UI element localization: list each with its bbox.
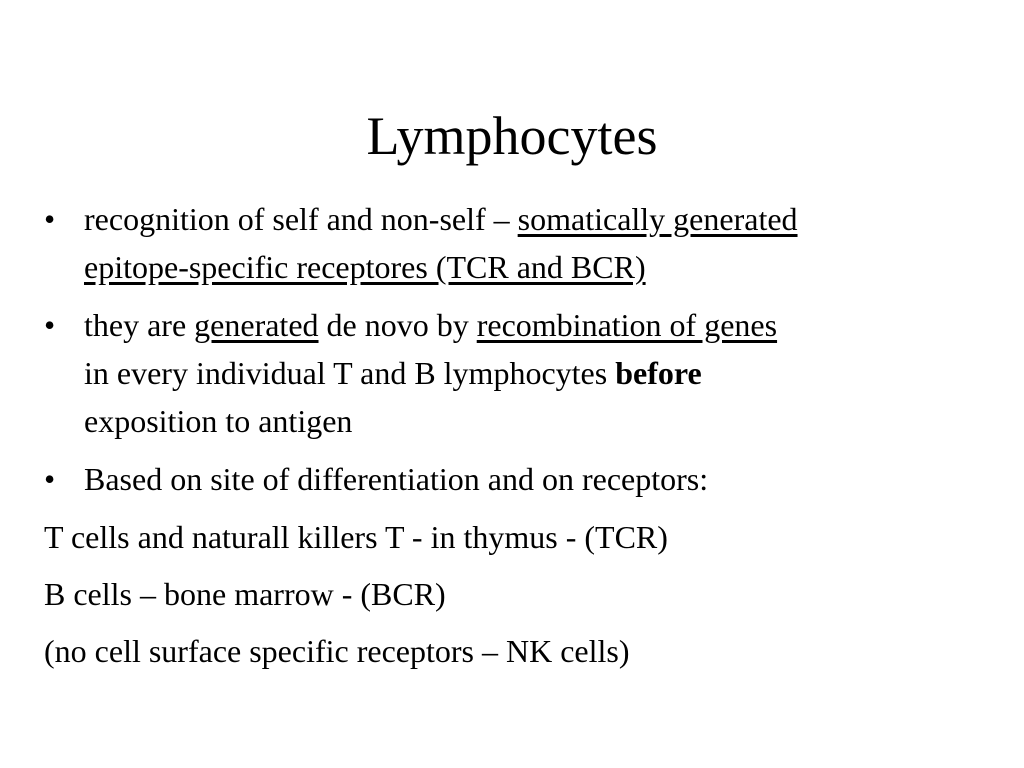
bullet-text: recognition of self and non-self – bbox=[84, 201, 518, 237]
bullet-item-differentiation bbox=[44, 455, 994, 503]
bullet-text: in every individual T and B lymphocytes bbox=[84, 355, 616, 391]
bullet-line bbox=[84, 301, 994, 349]
bullet-text: Based on site of differentiation and on receptors: bbox=[84, 461, 709, 497]
body-line-b-cells: B cells – bone marrow - (BCR) bbox=[44, 576, 446, 612]
bullet-line bbox=[84, 397, 994, 445]
body-line-nk-cells: (no cell surface specific receptors – NK cells) bbox=[44, 633, 630, 669]
bullet-item-generation bbox=[44, 301, 994, 445]
bullet-text: exposition to antigen bbox=[84, 403, 353, 439]
bullet-text: de novo by bbox=[318, 307, 477, 343]
bold-text: before bbox=[615, 355, 702, 391]
bullet-icon: • bbox=[44, 461, 56, 497]
underlined-text: epitope-specific receptores (TCR and BCR) bbox=[84, 249, 646, 285]
bullet-icon: • bbox=[44, 307, 56, 343]
bullet-line bbox=[84, 195, 994, 243]
underlined-text: generated bbox=[194, 307, 319, 343]
bullet-icon: • bbox=[44, 201, 56, 237]
slide-title: Lymphocytes bbox=[366, 106, 658, 166]
bullet-line bbox=[84, 243, 994, 291]
bullet-line bbox=[84, 349, 994, 397]
underlined-text: recombination of genes bbox=[476, 307, 778, 343]
body-line-t-cells: T cells and naturall killers T - in thymus - (TCR) bbox=[44, 519, 668, 555]
bullet-list bbox=[44, 195, 994, 513]
underlined-text: somatically generated bbox=[517, 201, 798, 237]
bullet-item-recognition bbox=[44, 195, 994, 291]
bullet-text: they are bbox=[84, 307, 195, 343]
